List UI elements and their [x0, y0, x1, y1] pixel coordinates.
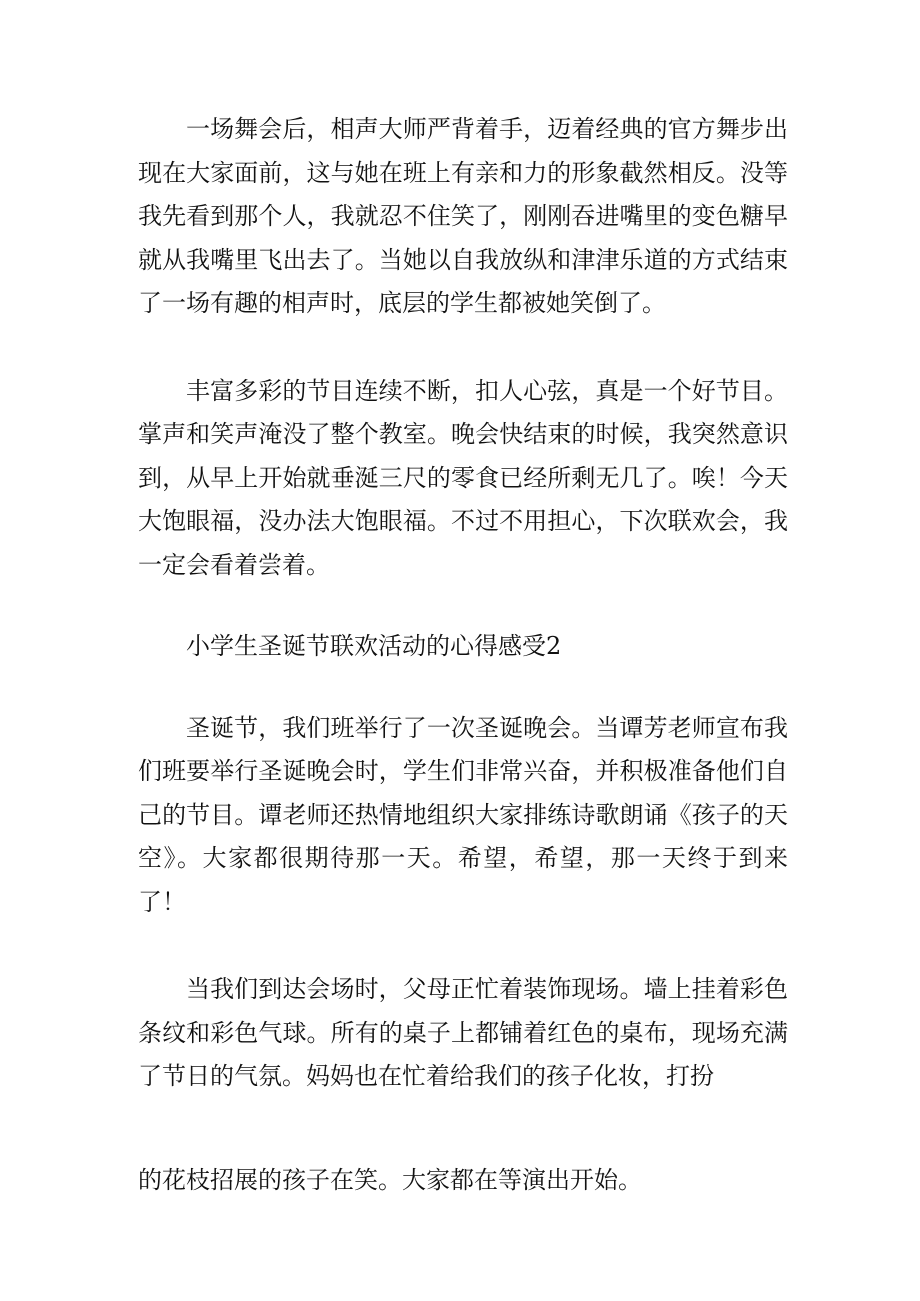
- paragraph-spacer: [138, 326, 788, 370]
- paragraph-venue: 当我们到达会场时，父母正忙着装饰现场。墙上挂着彩色条纹和彩色气球。所有的桌子上都铺着红色的桌布，现场充满了节日的气氛。妈妈也在忙着给我们的孩子化妆，打扮: [138, 975, 788, 1090]
- paragraph-christmas-party: 圣诞节，我们班举行了一次圣诞晚会。当谭芳老师宣布我们班要举行圣诞晚会时，学生们非常兴奋，并积极准备他们自己的节目。谭老师还热情地组织大家排练诗歌朗诵《孩子的天空》。大家都很期待那一天。希望，希望，那一天终于到来了！: [138, 713, 788, 916]
- paragraph-continuation: 的花枝招展的孩子在笑。大家都在等演出开始。: [138, 1165, 642, 1194]
- paragraph-spacer: [138, 924, 788, 968]
- paragraph-spacer: [138, 669, 788, 707]
- paragraph-spacer: [138, 587, 788, 625]
- section-heading: 小学生圣诞节联欢活动的心得感受2: [186, 632, 562, 660]
- document-body: [138, 108, 788, 1202]
- page-break-spacer: [138, 1099, 788, 1159]
- paragraph-programs: 丰富多彩的节目连续不断，扣人心弦，真是一个好节目。掌声和笑声淹没了整个教室。晚会快结束的时候，我突然意识到，从早上开始就垂涎三尺的零食已经所剩无几了。唉！今天大饱眼福，没办法大饱眼福。不过不用担心，下次联欢会，我一定会看着尝着。: [138, 376, 788, 579]
- paragraph-dance-crosstalk: 一场舞会后，相声大师严背着手，迈着经典的官方舞步出现在大家面前，这与她在班上有亲和力的形象截然相反。没等我先看到那个人，我就忍不住笑了，刚刚吞进嘴里的变色糖早就从我嘴里飞出去了。当她以自我放纵和津津乐道的方式结束了一场有趣的相声时，底层的学生都被她笑倒了。: [138, 115, 788, 317]
